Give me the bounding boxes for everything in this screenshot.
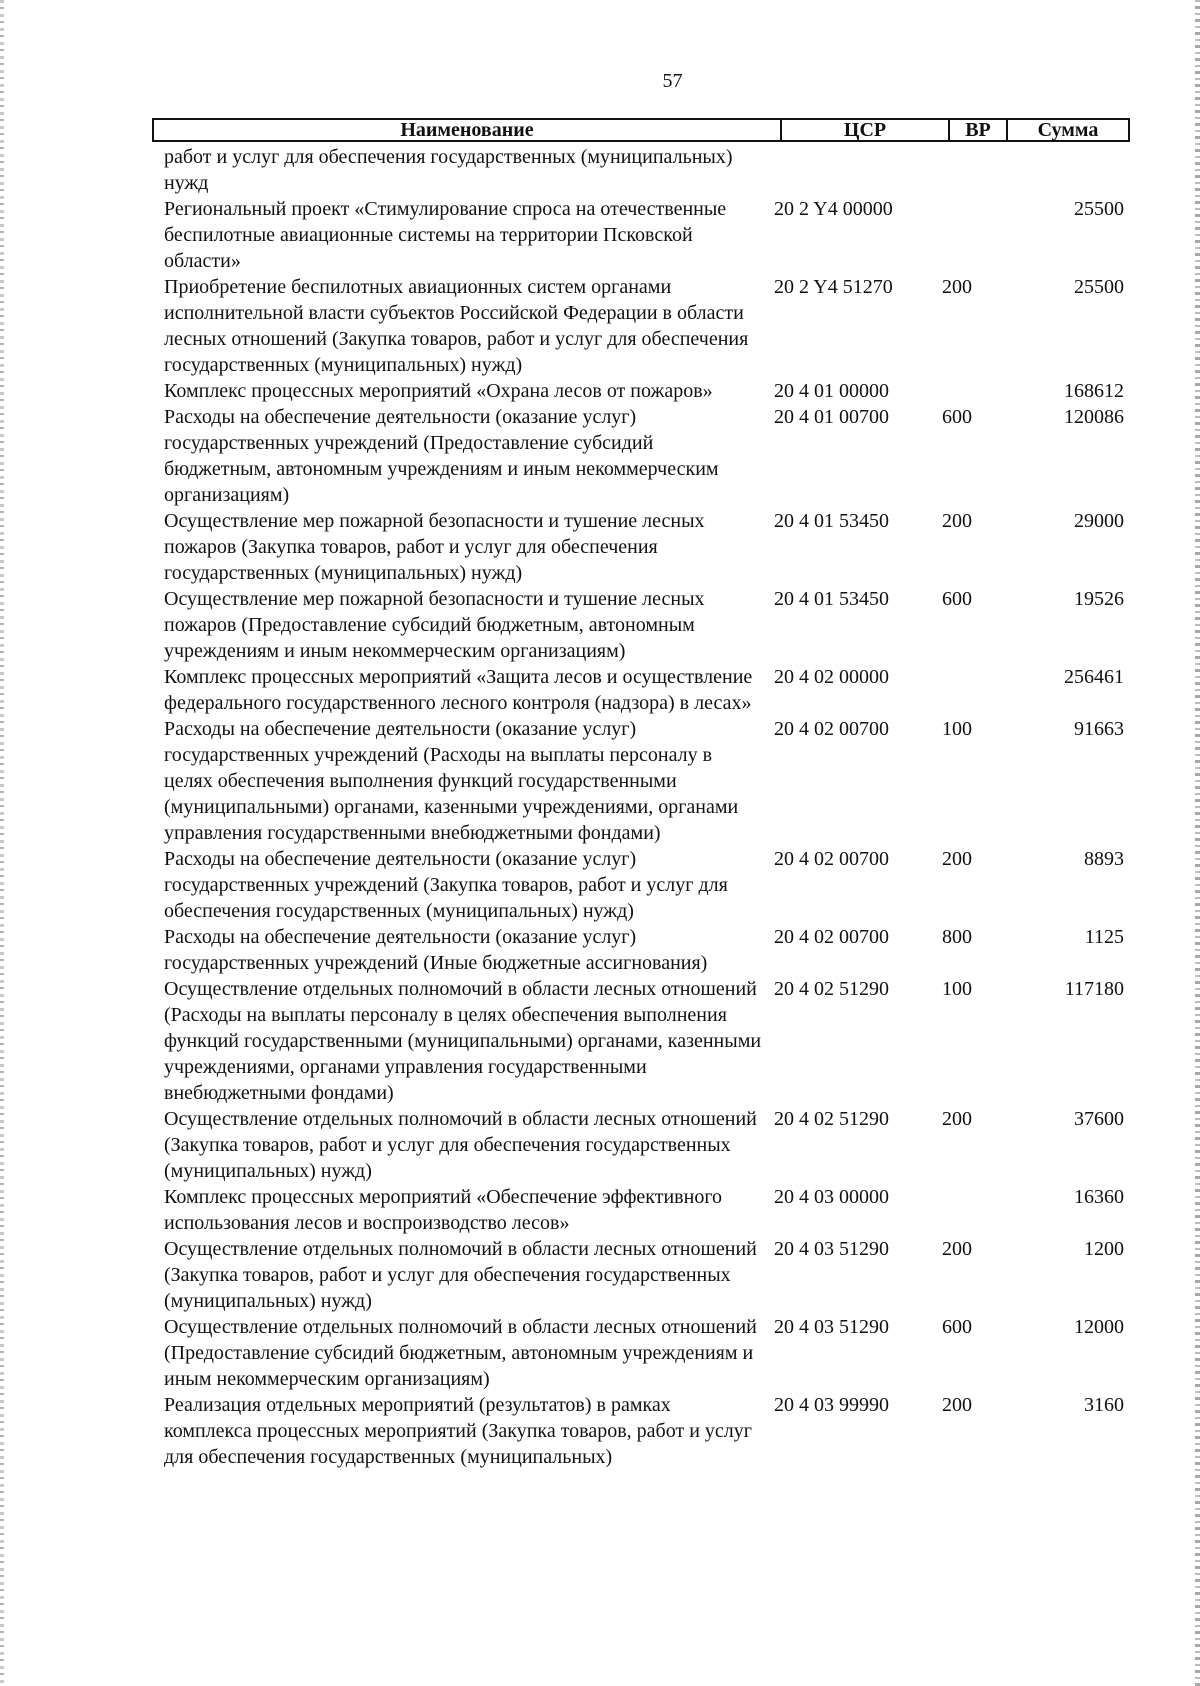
- row-name: Комплекс процессных мероприятий «Охрана лесов от пожаров»: [164, 380, 713, 402]
- row-name: Комплекс процессных мероприятий «Защита лесов и осуществление федерального государственного лесного контроля (надзора) в лесах»: [164, 666, 753, 714]
- row-csr: 20 4 02 00700: [774, 926, 889, 948]
- header-csr: ЦСР: [782, 120, 950, 140]
- row-vr: 200: [942, 1238, 972, 1260]
- row-csr: 20 4 02 51290: [774, 978, 889, 1000]
- row-csr: 20 4 01 53450: [774, 588, 889, 610]
- row-name: Комплекс процессных мероприятий «Обеспечение эффективного использования лесов и воспроизводство лесов»: [164, 1186, 723, 1234]
- row-vr: 600: [942, 406, 972, 428]
- row-sum: 37600: [1074, 1108, 1124, 1130]
- table-row: [164, 586, 1124, 664]
- row-name: Расходы на обеспечение деятельности (оказание услуг) государственных учреждений (Расходы на выплаты персоналу в целях обеспечения выполнения функций государственными (муниципальными) органами, казенными учреждениями, органами управления государственными внебюджетными фондами): [164, 718, 739, 844]
- header-name: Наименование: [154, 120, 782, 140]
- table-row: [164, 196, 1124, 274]
- header-vr: ВР: [950, 120, 1008, 140]
- row-vr: 200: [942, 1108, 972, 1130]
- row-name: Региональный проект «Стимулирование спроса на отечественные беспилотные авиационные системы на территории Псковской области»: [164, 198, 727, 272]
- table-row: [164, 976, 1124, 1106]
- row-vr: 100: [942, 978, 972, 1000]
- row-sum: [994, 144, 1124, 196]
- row-vr: [936, 144, 994, 196]
- table-row: [164, 664, 1124, 716]
- row-name: Расходы на обеспечение деятельности (оказание услуг) государственных учреждений (Предоставление субсидий бюджетным, автономным учреждениям и иным некоммерческим организациям): [164, 406, 719, 506]
- table-row: [164, 716, 1124, 846]
- table-row: [164, 144, 1124, 196]
- row-csr: 20 4 03 51290: [774, 1238, 889, 1260]
- row-vr: [936, 378, 994, 404]
- row-vr: [936, 664, 994, 716]
- row-sum: 29000: [1074, 510, 1124, 532]
- row-name: Осуществление мер пожарной безопасности и тушение лесных пожаров (Предоставление субсидий бюджетным, автономным учреждениям и иным некоммерческим организациям): [164, 588, 705, 662]
- row-vr: 200: [942, 276, 972, 298]
- row-csr: 20 4 01 53450: [774, 510, 889, 532]
- row-name: Осуществление отдельных полномочий в области лесных отношений (Закупка товаров, работ и услуг для обеспечения государственных (муниципальных) нужд): [164, 1238, 757, 1312]
- row-csr: 20 4 03 51290: [774, 1316, 889, 1338]
- table-row: [164, 924, 1124, 976]
- row-vr: 100: [942, 718, 972, 740]
- header-sum: Сумма: [1037, 119, 1099, 141]
- row-name: Осуществление мер пожарной безопасности и тушение лесных пожаров (Закупка товаров, работ и услуг для обеспечения государственных (муниципальных) нужд): [164, 510, 705, 584]
- table-row: [164, 378, 1124, 404]
- row-name: Осуществление отдельных полномочий в области лесных отношений (Расходы на выплаты персоналу в целях обеспечения выполнения функций государственными (муниципальными) органами, казенными учреждениями, органами управления государственными внебюджетными фондами): [164, 978, 762, 1104]
- row-vr: 200: [942, 848, 972, 870]
- row-sum: 256461: [1064, 666, 1124, 688]
- row-csr: 20 4 01 00700: [774, 406, 889, 428]
- table-row: [164, 1392, 1124, 1470]
- row-sum: 3160: [1084, 1394, 1124, 1416]
- row-csr: 20 4 02 00700: [774, 848, 889, 870]
- table-row: [164, 404, 1124, 508]
- table-header: [152, 118, 1130, 142]
- row-csr: 20 4 02 51290: [774, 1108, 889, 1130]
- row-csr: 20 4 01 00000: [774, 380, 889, 402]
- table-row: [164, 1314, 1124, 1392]
- table-row: [164, 1184, 1124, 1236]
- row-sum: 12000: [1074, 1316, 1124, 1338]
- table-row: [164, 1236, 1124, 1314]
- page-number: 57: [662, 70, 683, 92]
- row-csr: 20 4 03 00000: [774, 1186, 889, 1208]
- row-sum: 168612: [1064, 380, 1124, 402]
- scan-edge-right: [1195, 0, 1200, 1686]
- table-row: [164, 508, 1124, 586]
- row-sum: 19526: [1074, 588, 1124, 610]
- row-csr: 20 2 Y4 00000: [774, 198, 893, 220]
- row-sum: 16360: [1074, 1186, 1124, 1208]
- row-csr: 20 4 03 99990: [774, 1394, 889, 1416]
- row-name: работ и услуг для обеспечения государственных (муниципальных) нужд: [164, 146, 733, 194]
- table-row: [164, 274, 1124, 378]
- row-vr: 600: [942, 1316, 972, 1338]
- row-sum: 1125: [1084, 926, 1124, 948]
- row-name: Приобретение беспилотных авиационных систем органами исполнительной власти субъектов Российской Федерации в области лесных отношений (Закупка товаров, работ и услуг для обеспечения государственных (муниципальных) нужд): [164, 276, 749, 376]
- row-sum: 25500: [1074, 276, 1124, 298]
- row-sum: 117180: [1064, 978, 1124, 1000]
- row-vr: [936, 196, 994, 274]
- row-vr: 600: [942, 588, 972, 610]
- row-sum: 91663: [1074, 718, 1124, 740]
- row-name: Осуществление отдельных полномочий в области лесных отношений (Предоставление субсидий бюджетным, автономным учреждениям и иным некоммерческим организациям): [164, 1316, 757, 1390]
- row-vr: 200: [942, 510, 972, 532]
- scan-edge-left: [0, 0, 4, 1686]
- row-csr: 20 4 02 00700: [774, 718, 889, 740]
- row-name: Расходы на обеспечение деятельности (оказание услуг) государственных учреждений (Закупка товаров, работ и услуг для обеспечения государственных (муниципальных) нужд): [164, 848, 728, 922]
- table-row: [164, 846, 1124, 924]
- row-sum: 8893: [1084, 848, 1124, 870]
- row-sum: 1200: [1084, 1238, 1124, 1260]
- row-vr: 200: [942, 1394, 972, 1416]
- row-sum: 25500: [1074, 198, 1124, 220]
- row-name: Осуществление отдельных полномочий в области лесных отношений (Закупка товаров, работ и услуг для обеспечения государственных (муниципальных) нужд): [164, 1108, 757, 1182]
- row-sum: 120086: [1064, 406, 1124, 428]
- row-csr: [768, 144, 936, 196]
- row-csr: 20 2 Y4 51270: [774, 276, 893, 298]
- row-csr: 20 4 02 00000: [774, 666, 889, 688]
- table-row: [164, 1106, 1124, 1184]
- row-vr: 800: [942, 926, 972, 948]
- row-name: Реализация отдельных мероприятий (результатов) в рамках комплекса процессных мероприятий (Закупка товаров, работ и услуг для обеспечения государственных (муниципальных): [164, 1394, 752, 1468]
- row-vr: [936, 1184, 994, 1236]
- row-name: Расходы на обеспечение деятельности (оказание услуг) государственных учреждений (Иные бюджетные ассигнования): [164, 926, 708, 974]
- table-body: [164, 144, 1124, 1470]
